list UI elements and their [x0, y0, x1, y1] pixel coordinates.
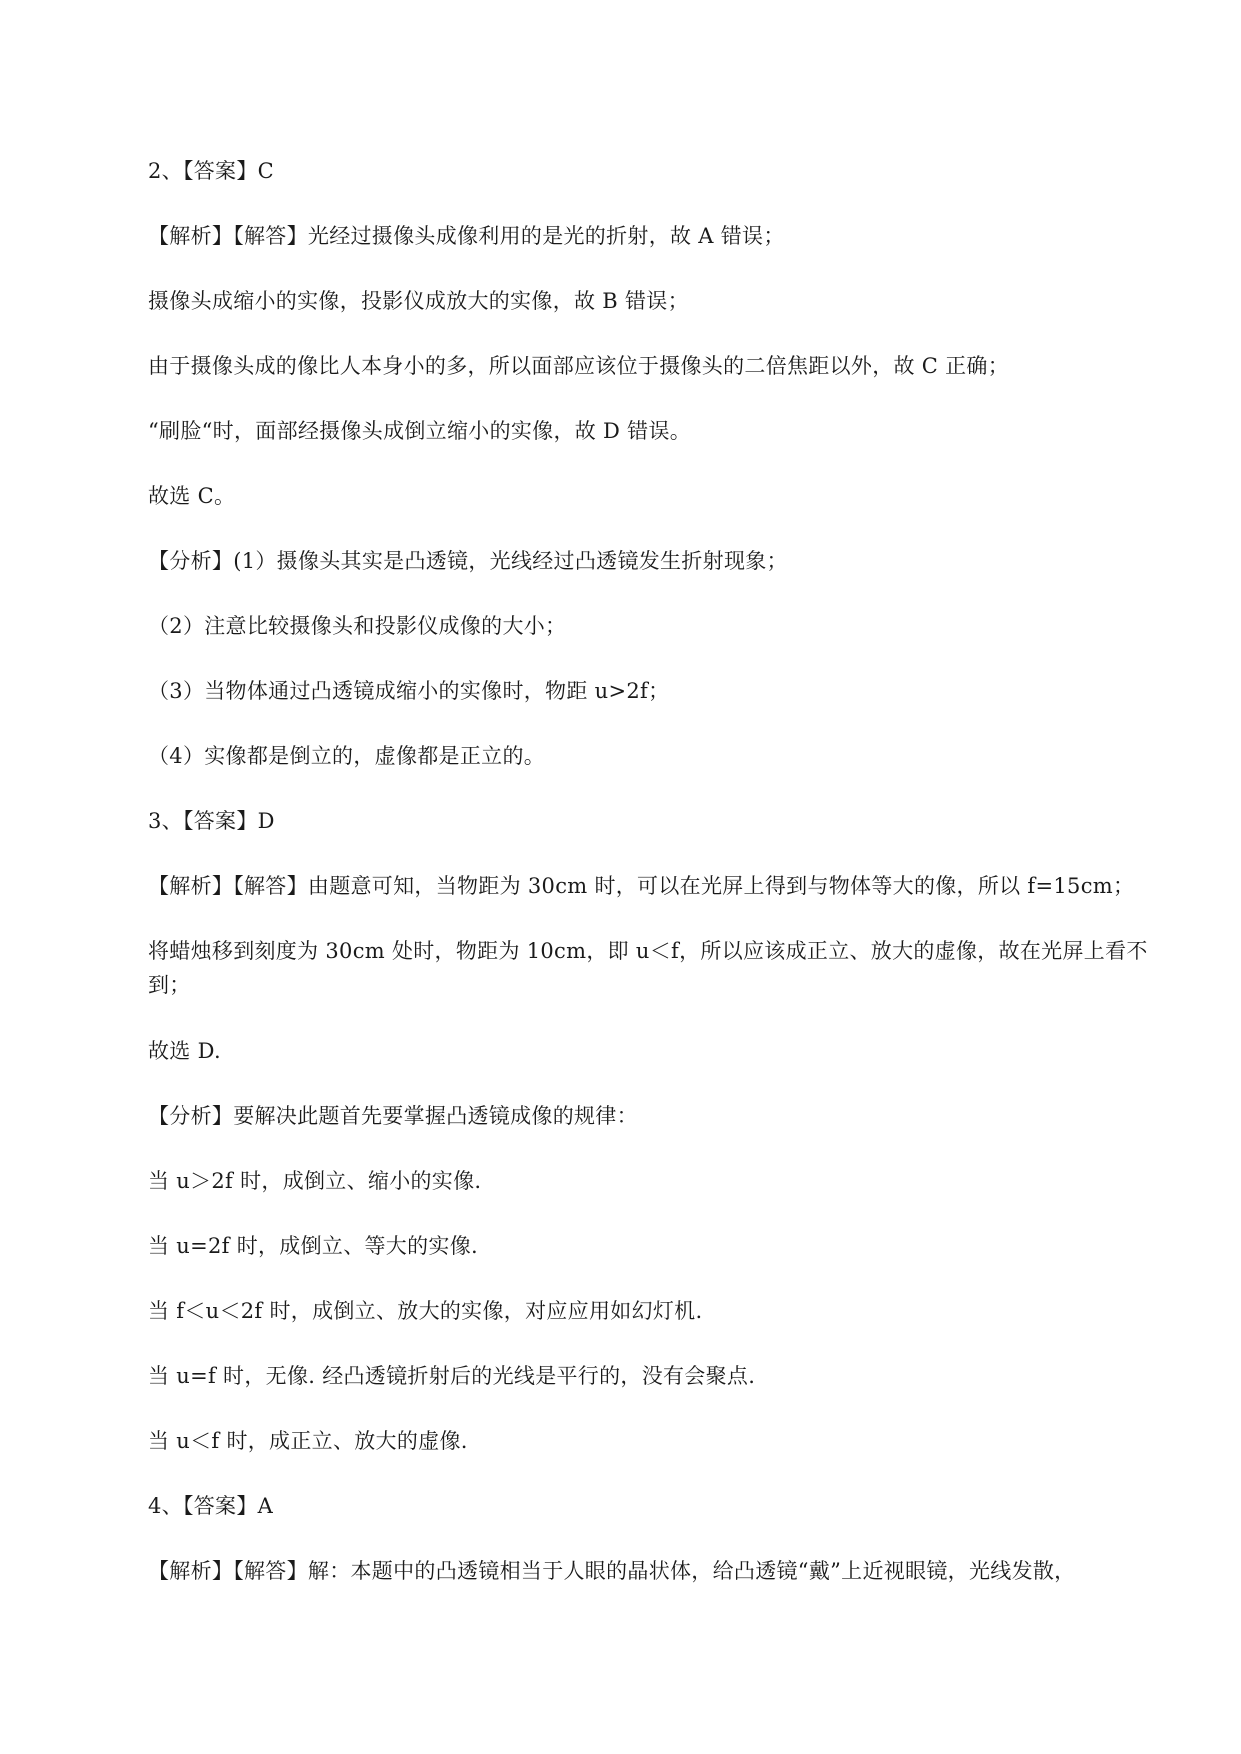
- answer-3-choice: 故选 D.: [148, 1039, 221, 1063]
- answer-4-heading: 4、【答案】A: [148, 1494, 274, 1518]
- answer-2-analysis-d: “刷脸“时，面部经摄像头成倒立缩小的实像，故 D 错误。: [148, 419, 692, 443]
- answer-4-analysis-a: 【解析】【解答】解：本题中的凸透镜相当于人眼的晶状体，给凸透镜“戴”上近视眼镜，光线发散，: [148, 1559, 1076, 1583]
- answer-2-analysis-a: 【解析】【解答】光经过摄像头成像利用的是光的折射，故 A 错误；: [148, 224, 785, 248]
- answer-3-rule-3: 当 f＜u＜2f 时，成倒立、放大的实像，对应应用如幻灯机.: [148, 1299, 703, 1323]
- answer-3-analysis-rule: 【分析】要解决此题首先要掌握凸透镜成像的规律：: [148, 1104, 638, 1128]
- answer-3-analysis-a: 【解析】【解答】由题意可知，当物距为 30cm 时，可以在光屏上得到与物体等大的像，所以 f=15cm；: [148, 874, 1135, 898]
- answer-2-heading: 2、【答案】C: [148, 159, 275, 183]
- answer-2-analysis-c: 由于摄像头成的像比人本身小的多，所以面部应该位于摄像头的二倍焦距以外，故 C 正确；: [148, 354, 1010, 378]
- answer-3-rule-5: 当 u＜f 时，成正立、放大的虚像.: [148, 1429, 468, 1453]
- answer-3-rule-4: 当 u=f 时，无像. 经凸透镜折射后的光线是平行的，没有会聚点.: [148, 1364, 756, 1388]
- answer-2-analysis-note-4: （4）实像都是倒立的，虚像都是正立的。: [148, 744, 546, 768]
- answer-2-analysis-note-2: （2）注意比较摄像头和投影仪成像的大小；: [148, 614, 567, 638]
- answer-3-rule-1: 当 u＞2f 时，成倒立、缩小的实像.: [148, 1169, 482, 1193]
- answer-3-rule-2: 当 u=2f 时，成倒立、等大的实像.: [148, 1234, 478, 1258]
- answer-3-heading: 3、【答案】D: [148, 809, 275, 833]
- answer-2-analysis-note-1: 【分析】(1）摄像头其实是凸透镜，光线经过凸透镜发生折射现象；: [148, 549, 788, 573]
- answer-2-choice: 故选 C。: [148, 484, 236, 508]
- answer-2-analysis-note-3: （3）当物体通过凸透镜成缩小的实像时，物距 u>2f；: [148, 679, 670, 703]
- answer-3-analysis-b: 将蜡烛移到刻度为 30cm 处时，物距为 10cm，即 u＜f，所以应该成正立、放大的虚像，故在光屏上看不到；: [148, 939, 1148, 997]
- answer-2-analysis-b: 摄像头成缩小的实像，投影仪成放大的实像，故 B 错误；: [148, 289, 689, 313]
